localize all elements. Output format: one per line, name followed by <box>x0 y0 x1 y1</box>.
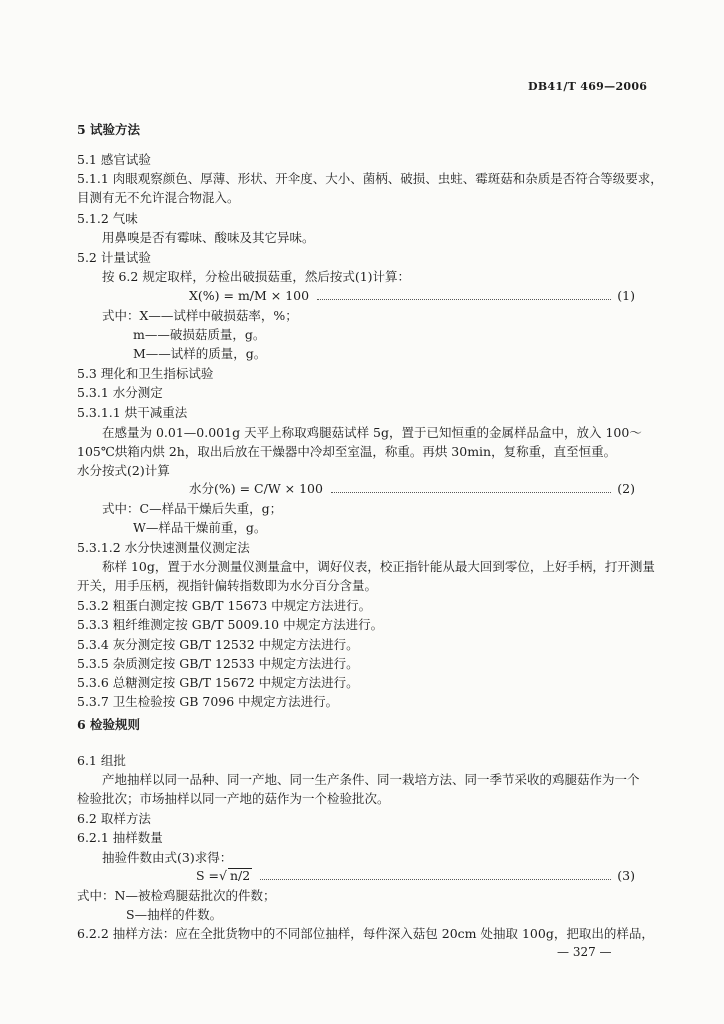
clause-6-1: 6.1 组批 <box>77 753 126 768</box>
clause-5-3-3: 5.3.3 粗纤维测定按 GB/T 5009.10 中规定方法进行。 <box>77 617 384 632</box>
radical-sign: √ <box>219 868 227 883</box>
formula-2 <box>189 480 635 498</box>
text-line: 用鼻嗅是否有霉味、酸味及其它异味。 <box>102 230 315 245</box>
clause-5-3-7: 5.3.7 卫生检验按 GB 7096 中规定方法进行。 <box>77 694 339 709</box>
legend-line: S—抽样的件数。 <box>126 907 223 922</box>
formula-2-number: (2) <box>617 481 635 496</box>
text-line: 检验批次；市场抽样以同一产地的菇作为一个检验批次。 <box>77 791 390 806</box>
legend-line: W—样品干燥前重，g。 <box>133 520 267 535</box>
page-number: — 327 — <box>557 945 612 959</box>
text-line: 开关，用手压柄，视指针偏转指数即为水分百分含量。 <box>77 578 378 593</box>
clause-5-3-4: 5.3.4 灰分测定按 GB/T 12532 中规定方法进行。 <box>77 637 359 652</box>
clause-5-1: 5.1 感官试验 <box>77 152 151 167</box>
text-line: 按 6.2 规定取样，分检出破损菇重，然后按式(1)计算： <box>102 269 411 284</box>
clause-5-3-2: 5.3.2 粗蛋白测定按 GB/T 15673 中规定方法进行。 <box>77 598 372 613</box>
text-line: 目测有无不允许混合物混入。 <box>77 190 240 205</box>
clause-6-2-1: 6.2.1 抽样数量 <box>77 830 163 845</box>
clause-5-3-6: 5.3.6 总糖测定按 GB/T 15672 中规定方法进行。 <box>77 675 359 690</box>
legend-line: 式中：X——试样中破损菇率，%； <box>102 308 298 323</box>
dot-leader <box>317 299 611 300</box>
clause-6-2-2: 6.2.2 抽样方法：应在全批货物中的不同部位抽样，每件深入菇包 20cm 处抽取 100g，把取出的样品， <box>77 926 654 941</box>
formula-3-radicand: n/2 <box>229 868 251 883</box>
section-6-heading: 6 检验规则 <box>77 717 141 732</box>
document-id-header: DB41/T 469—2006 <box>528 80 648 93</box>
clause-5-1-1: 5.1.1 肉眼观察颜色、厚薄、形状、开伞度、大小、菌柄、破损、虫蛀、霉斑菇和杂质是否符合等级要求， <box>77 171 663 186</box>
legend-line: 式中：C—样品干燥后失重，g； <box>102 501 283 516</box>
text-line: 抽验件数由式(3)求得： <box>102 850 233 865</box>
legend-line: 式中：N—被检鸡腿菇批次的件数； <box>77 888 276 903</box>
legend-line: M——试样的质量，g。 <box>133 346 267 361</box>
formula-3-number: (3) <box>617 868 635 883</box>
text-line: 在感量为 0.01—0.001g 天平上称取鸡腿菇试样 5g，置于已知恒重的金属样品盒中，放入 100～ <box>102 425 642 440</box>
formula-1 <box>189 287 635 305</box>
clause-5-3-1-2: 5.3.1.2 水分快速测量仪测定法 <box>77 540 250 555</box>
clause-6-2: 6.2 取样方法 <box>77 811 151 826</box>
clause-5-3-1: 5.3.1 水分测定 <box>77 385 163 400</box>
clause-5-3: 5.3 理化和卫生指标试验 <box>77 366 214 381</box>
text-line: 称样 10g，置于水分测量仪测量盒中，调好仪表，校正指针能从最大回到零位，上好手柄，打开测量 <box>102 559 655 574</box>
dot-leader <box>331 492 611 493</box>
formula-2-expression: 水分(%) = C/W × 100 <box>189 481 323 496</box>
formula-1-number: (1) <box>617 288 635 303</box>
text-line: 水分按式(2)计算 <box>77 463 170 478</box>
text-line: 105℃烘箱内烘 2h，取出后放在干燥器中冷却至室温，称重。再烘 30min，复称重，直至恒重。 <box>77 444 617 459</box>
clause-5-2: 5.2 计量试验 <box>77 250 151 265</box>
formula-3 <box>196 867 635 885</box>
clause-5-1-2: 5.1.2 气味 <box>77 211 138 226</box>
text-line: 产地抽样以同一品种、同一产地、同一生产条件、同一栽培方法、同一季节采收的鸡腿菇作为一个 <box>102 772 640 787</box>
legend-line: m——破损菇质量，g。 <box>133 327 266 342</box>
clause-5-3-5: 5.3.5 杂质测定按 GB/T 12533 中规定方法进行。 <box>77 656 359 671</box>
formula-1-expression: X(%) = m/M × 100 <box>189 288 310 303</box>
dot-leader <box>260 879 611 880</box>
section-5-heading: 5 试验方法 <box>77 122 141 137</box>
formula-3-lhs: S = <box>196 868 220 883</box>
clause-5-3-1-1: 5.3.1.1 烘干减重法 <box>77 405 188 420</box>
